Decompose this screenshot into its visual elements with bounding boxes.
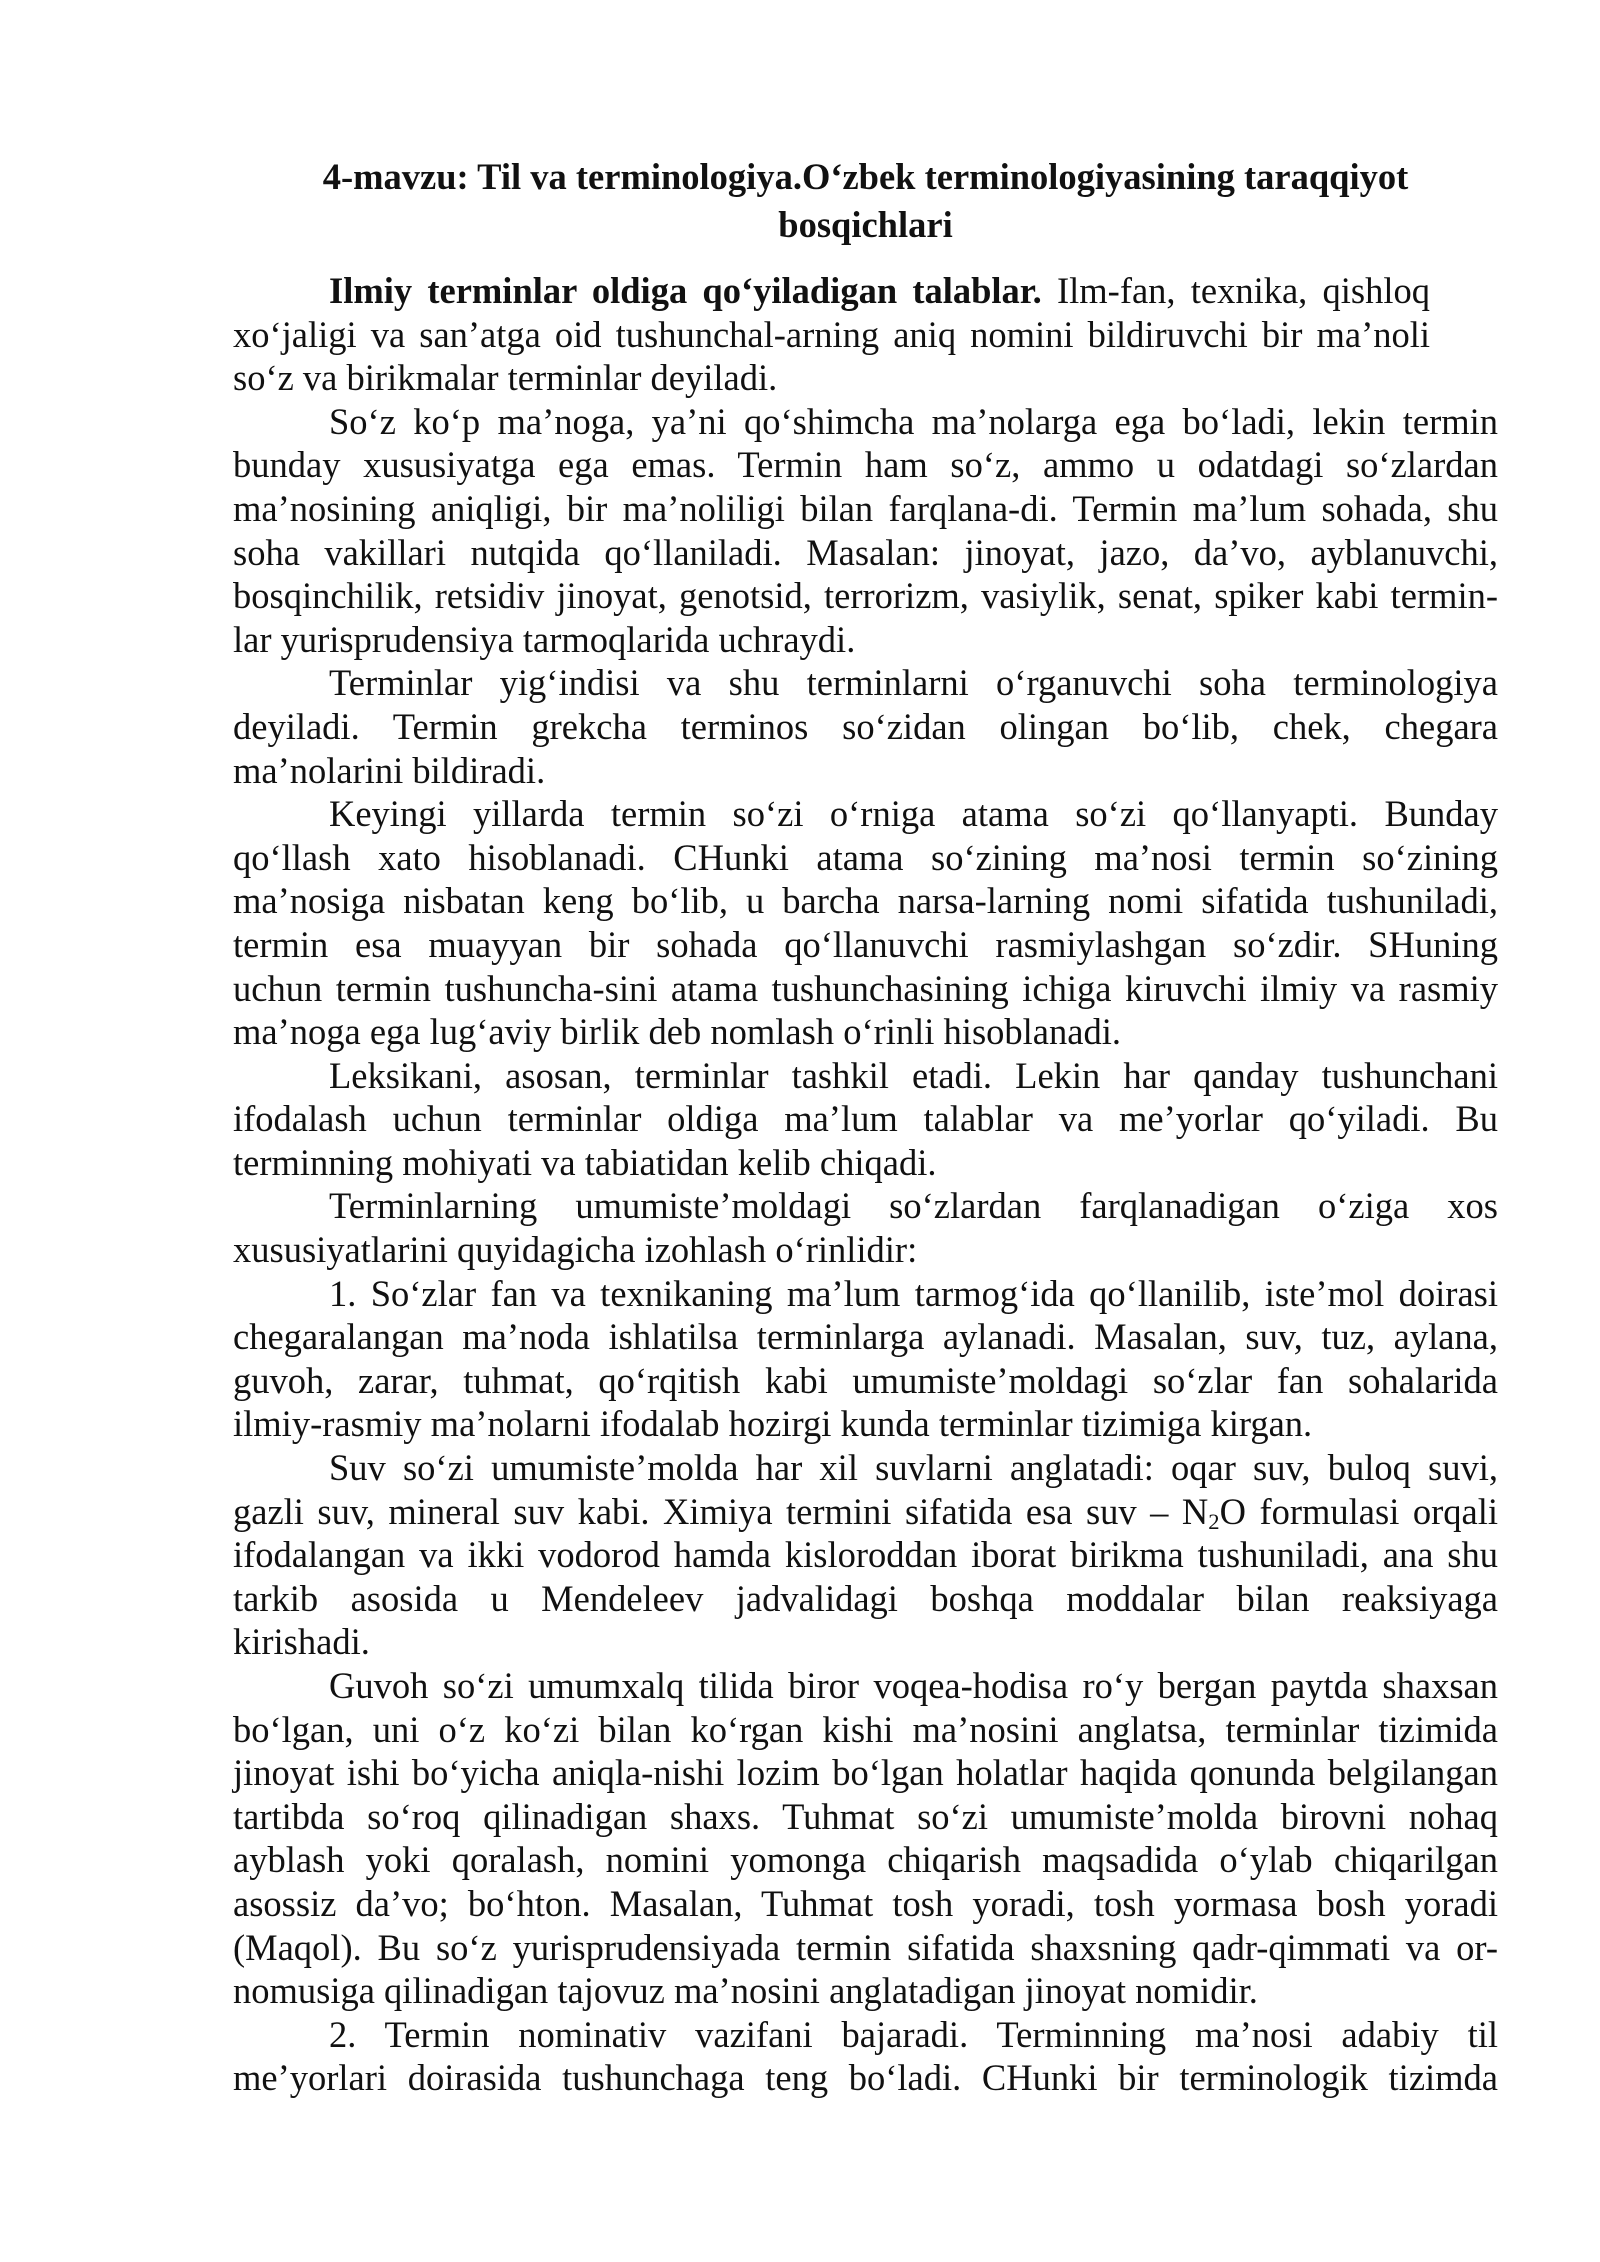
paragraph-line: termin esa muayyan bir sohada qo‘llanuvchi rasmiylashgan so‘zdir. SHuning xyxy=(233,923,1498,965)
paragraph-line xyxy=(233,1490,1498,1534)
paragraph-line: me’yorlari doirasida tushunchaga teng bo‘ladi. CHunki bir terminologik tizimda xyxy=(233,2057,1498,2099)
paragraph-line: asossiz da’vo; bo‘hton. Masalan, Tuhmat tosh yoradi, tosh yormasa bosh yoradi xyxy=(233,1882,1498,1924)
paragraph xyxy=(233,1184,1498,1271)
paragraph xyxy=(233,1054,1498,1185)
paragraph-line: bo‘lgan, uni o‘z ko‘zi bilan ko‘rgan kishi ma’nosini anglatsa, terminlar tizimida xyxy=(233,1708,1498,1750)
paragraph xyxy=(233,1664,1498,2013)
paragraph-line: ayblash yoki qoralash, nomini yomonga chiqarish maqsadida o‘ylab chiqarilgan xyxy=(233,1839,1498,1881)
paragraph-line: (Maqol). Bu so‘z yurisprudensiyada termin sifatida shaxsning qadr-qimmati va or- xyxy=(233,1926,1498,1968)
paragraph-line: ma’nolarini bildiradi. xyxy=(233,749,546,791)
paragraph-lead-heading: Ilmiy terminlar oldiga qo‘yiladigan talablar. xyxy=(329,270,1042,311)
paragraph xyxy=(233,400,1498,662)
paragraph-line: lar yurisprudensiya tarmoqlarida uchraydi. xyxy=(233,618,856,660)
paragraph-line-text: gazli suv, mineral suv kabi. Ximiya termini sifatida esa suv – N xyxy=(233,1490,1209,1532)
paragraph-line: So‘z ko‘p ma’noga, ya’ni qo‘shimcha ma’nolarga ega bo‘ladi, lekin termin xyxy=(329,400,1498,442)
paragraph-line: bosqinchilik, retsidiv jinoyat, genotsid, terrorizm, vasiylik, senat, spiker kabi termin- xyxy=(233,575,1498,617)
paragraph-line: ifodalangan va ikki vodorod hamda kisloroddan iborat birikma tushuniladi, ana shu xyxy=(233,1534,1498,1576)
paragraph-line-text: Ilm-fan, texnika, qishloq xyxy=(1041,270,1430,311)
paragraph-line: ma’noga ega lug‘aviy birlik deb nomlash o‘rinli hisoblanadi. xyxy=(233,1011,1121,1053)
paragraph-line: ma’nosining aniqligi, bir ma’noliligi bilan farqlana-di. Termin ma’lum sohada, shu xyxy=(233,487,1498,529)
document-title-line: bosqichlari xyxy=(778,204,953,245)
paragraph-line: Terminlarning umumiste’moldagi so‘zlardan farqlanadigan o‘ziga xos xyxy=(329,1185,1498,1227)
paragraph-line: Leksikani, asosan, terminlar tashkil etadi. Lekin har qanday tushunchani xyxy=(329,1054,1498,1096)
paragraph-line: Guvoh so‘zi umumxalq tilida biror voqea-hodisa ro‘y bergan paytda shaxsan xyxy=(329,1665,1498,1706)
paragraph-line: Suv so‘zi umumiste’molda har xil suvlarni anglatadi: oqar suv, buloq suvi, xyxy=(329,1447,1498,1489)
paragraph-line: nomusiga qilinadigan tajovuz ma’nosini anglatadigan jinoyat nomidir. xyxy=(233,1970,1258,2012)
paragraph-line: ilmiy-rasmiy ma’nolarni ifodalab hozirgi kunda terminlar tizimiga kirgan. xyxy=(233,1403,1313,1445)
chemical-subscript: 2 xyxy=(1208,1508,1220,1534)
paragraph xyxy=(233,1446,1498,1664)
paragraph-line: tartibda so‘roq qilinadigan shaxs. Tuhmat so‘zi umumiste’molda birovni nohaq xyxy=(233,1795,1498,1837)
paragraph-line: guvoh, zarar, tuhmat, qo‘rqitish kabi umumiste’moldagi so‘zlar fan sohalarida xyxy=(233,1359,1498,1401)
paragraph xyxy=(233,1272,1498,1446)
paragraph xyxy=(233,661,1498,792)
paragraph-line: bunday xususiyatga ega emas. Termin ham so‘z, ammo u odatdagi so‘zlardan xyxy=(233,444,1498,486)
paragraph-line xyxy=(233,269,1430,313)
paragraph xyxy=(233,792,1498,1054)
paragraph-line: so‘z va birikmalar terminlar deyiladi. xyxy=(233,357,778,399)
document-title-line: 4-mavzu: Til va terminologiya.O‘zbek terminologiyasining taraqqiyot xyxy=(322,156,1409,197)
paragraph-line-text: O formulasi orqali xyxy=(1219,1490,1498,1532)
paragraph-line: kirishadi. xyxy=(233,1621,370,1663)
document-title xyxy=(233,153,1498,249)
paragraph-line: uchun termin tushuncha-sini atama tushunchasining ichiga kiruvchi ilmiy va rasmiy xyxy=(233,967,1498,1009)
paragraph-line: xususiyatlarini quyidagicha izohlash o‘rinlidir: xyxy=(233,1229,918,1271)
paragraph-line: xo‘jaligi va san’atga oid tushunchal-arning aniq nomini bildiruvchi bir ma’noli xyxy=(233,313,1430,355)
paragraph-line: chegaralangan ma’noda ishlatilsa terminlarga aylanadi. Masalan, suv, tuz, aylana, xyxy=(233,1316,1498,1358)
paragraph-line: soha vakillari nutqida qo‘llaniladi. Masalan: jinoyat, jazo, da’vo, ayblanuvchi, xyxy=(233,531,1498,573)
paragraph-line: 2. Termin nominativ vazifani bajaradi. Terminning ma’nosi adabiy til xyxy=(329,2013,1498,2055)
paragraph-line: jinoyat ishi bo‘yicha aniqla-nishi lozim bo‘lgan holatlar haqida qonunda belgilangan xyxy=(233,1752,1498,1794)
paragraph-line: ma’nosiga nisbatan keng bo‘lib, u barcha narsa-larning nomi sifatida tushuniladi, xyxy=(233,880,1498,922)
paragraph-line: tarkib asosida u Mendeleev jadvalidagi boshqa moddalar bilan reaksiyaga xyxy=(233,1577,1498,1619)
paragraph-line: 1. So‘zlar fan va texnikaning ma’lum tarmog‘ida qo‘llanilib, iste’mol doirasi xyxy=(329,1272,1498,1314)
document-body xyxy=(233,269,1498,2100)
paragraph xyxy=(233,2013,1498,2100)
paragraph-line: qo‘llash xato hisoblanadi. CHunki atama so‘zining ma’nosi termin so‘zining xyxy=(233,836,1498,878)
paragraph-line: Terminlar yig‘indisi va shu terminlarni o‘rganuvchi soha terminologiya xyxy=(329,662,1498,704)
paragraph-line: deyiladi. Termin grekcha terminos so‘zidan olingan bo‘lib, chek, chegara xyxy=(233,705,1498,747)
paragraph-line: terminning mohiyati va tabiatidan kelib chiqadi. xyxy=(233,1141,937,1183)
paragraph-line: Keyingi yillarda termin so‘zi o‘rniga atama so‘zi qo‘llanyapti. Bunday xyxy=(329,793,1498,835)
paragraph xyxy=(233,269,1430,400)
paragraph-line: ifodalash uchun terminlar oldiga ma’lum talablar va me’yorlar qo‘yiladi. Bu xyxy=(233,1098,1498,1140)
